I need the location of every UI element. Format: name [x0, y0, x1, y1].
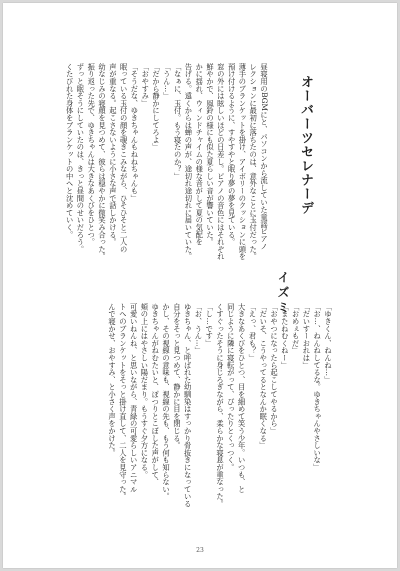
dialogue-line: 「おやすみ」 [141, 63, 151, 107]
dialogue-line: 「だいすーおれは」 [302, 303, 312, 369]
paragraph: んで寝かせ、おやすみ、と小さく声をかけた。 [108, 303, 118, 457]
paragraph: 告げる。遠くからは蝉の声が、途切れ途切れに届いていた。 [184, 63, 194, 261]
paragraph: 頬の上にはやさしい陽だまり。もうすぐ夕方になる。 [140, 303, 150, 479]
author-name: イズミ [276, 271, 290, 316]
dialogue-line: 「し…です」 [205, 303, 215, 347]
paragraph: 窓の外には眩しいほどの日差し。ピアノの音色にはそれぞれ [216, 63, 226, 261]
paragraph: ゆきちゃん、と呼ばれた幼馴染はすっかり骨抜きになっている [183, 303, 193, 508]
dialogue-line: 「そうだな、ゆきちゃんもねねちゃんも」 [130, 63, 140, 202]
dialogue-line: 「またねむくねー」 [280, 303, 290, 369]
paragraph: 同じように隣に寝転がって、ぴったりとくっつく。 [226, 303, 236, 471]
dialogue-line: 「ゆきくん、ねんね…」 [324, 303, 333, 384]
paragraph: 薄手のブランケットを掛け、アイボリーのクッションに頭を [238, 63, 248, 261]
paragraph: かに揺れ、ウィンドチャイムの様な音がして夏の気配を [195, 63, 205, 246]
paragraph: ずっと眠そうにしていたのは、きっと昼間のせいだろう。 [76, 63, 86, 253]
paragraph: ゆきちゃんがねむたいと、ぽつりとこぼした声がして、 [151, 303, 161, 486]
paragraph: 幼なじみの寝顔を見つめて、彼らは穏やかに微笑み合った。 [98, 63, 108, 261]
paragraph: レクションに最初に落ちたのは、意外なことに玉付だった。 [249, 63, 259, 261]
paragraph: 声が重なる。起こさないように小さな声で話しかける。 [108, 63, 118, 246]
dialogue-line: 「うん…」 [162, 63, 172, 100]
page-number: 23 [196, 547, 204, 554]
dialogue-line: 「お、うん…」 [194, 303, 204, 355]
paragraph: 眠っている玉付の顔を覗きこみながら、ひそひそと二人の [119, 63, 129, 253]
document-page [3, 3, 397, 568]
dialogue-line: 「おめぇもだ」 [291, 303, 301, 355]
body-text-top [64, 63, 269, 287]
paragraph: トへのブランケットをそっと掛け直して、二人を見守った。 [118, 303, 128, 501]
dialogue-line: 「だいそ、こうやってるとなんか眠くなる」 [259, 303, 269, 449]
story-title: オーバーツセレナーデ [298, 75, 313, 215]
dialogue-line: 「お…、ねんねしてるな。ゆきちゃんやさしいな」 [313, 303, 323, 471]
dialogue-line: 「なぁに、玉付。もう寝たのか？」 [173, 63, 183, 180]
paragraph: 昼寝用のBGMにと、パソコンから流していた童謡ピアノ [260, 63, 269, 250]
paragraph: かし、その視線の意味も、視線の先も、もう何も知らない。 [162, 303, 172, 501]
paragraph: 預け付けるように、すやすやと眠り夢の夢を見ている。 [227, 63, 237, 246]
paragraph: 振り返った先で、ゆきちゃんは大きなあくびをひとつ。 [87, 63, 97, 246]
paragraph: くたびれた身体をブランケットの中へと沈めていく。 [65, 63, 75, 239]
body-text-bottom [106, 303, 333, 527]
dialogue-line: 「おやつになったら起こしてやるから」 [270, 303, 280, 435]
paragraph: 可愛いねんね、と思いながら、青緑の可愛らしいアニマル [129, 303, 139, 493]
paragraph: 鮮やかで、風鈴の様にも似た夏らしい音が響いていた。 [206, 63, 216, 246]
paragraph: くすぐったそうに身じろぎながら、柔らかな寝息が重なった。 [216, 303, 226, 508]
paragraph: 自分をそっと見つめて、静かに目を閉じる。 [172, 303, 182, 449]
dialogue-line: 「だから静かにしてろよ」 [152, 63, 162, 151]
paragraph: 大きなあくびをひとつ、目を細めて笑う少年。いつも、と [237, 303, 247, 493]
dialogue-line: 「えっ、君も？」 [248, 303, 258, 362]
